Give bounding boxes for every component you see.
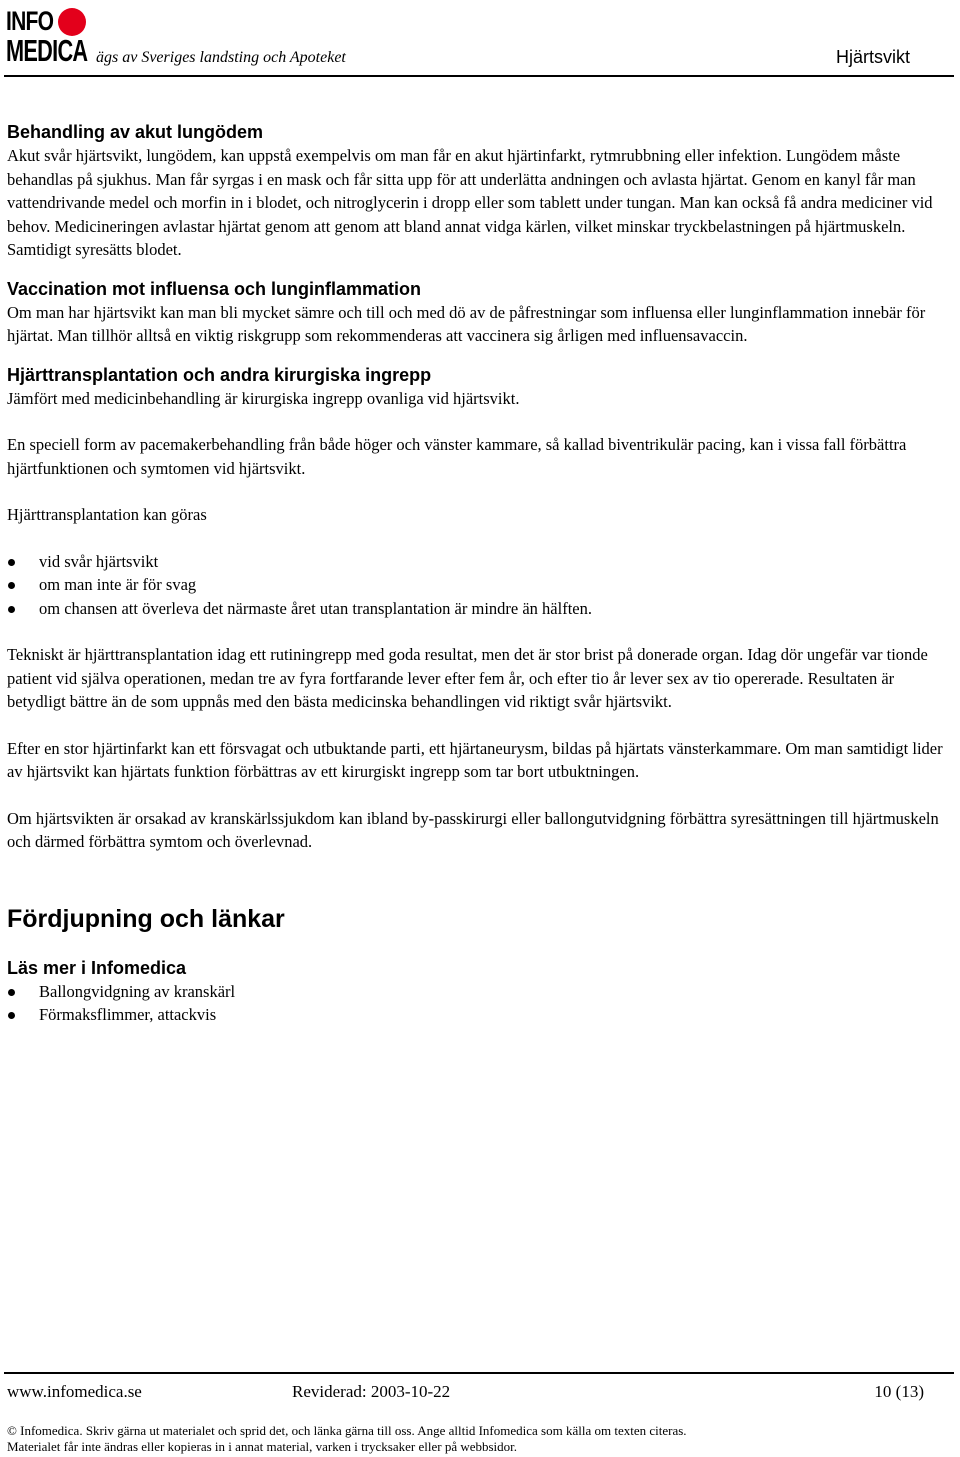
read-more-links: [7, 980, 947, 1027]
logo-medica-text: MEDICA: [6, 33, 88, 68]
footer-website-link[interactable]: www.infomedica.se: [7, 1382, 142, 1401]
paragraph-pacemaker: En speciell form av pacemakerbehandling från både höger och vänster kammare, så kallad biventrikulär pacing, kan i vissa fall förbättra hjärtfunktionen och symtomen vid hjärtsvikt.: [7, 435, 907, 478]
transplant-criteria-list: [7, 550, 947, 621]
bullet-icon: [8, 606, 15, 613]
list-item-text: vid svår hjärtsvikt: [39, 551, 159, 571]
paragraph-transplant-results: Tekniskt är hjärttransplantation idag ett rutiningrepp med goda resultat, men det är stor brist på donerade organ. Idag dör ungefär var tionde patient vid själva operationen, medan tre av fyra fortfarande lever efter fem år, och efter tio år lever sex av tio opererade. Resultaten är betydligt bättre än de som uppnås med den bästa medicinska behandlingen vid riktigt svår hjärtsvikt.: [7, 645, 928, 711]
list-item: [7, 573, 947, 597]
paragraph-aneurysm: Efter en stor hjärtinfarkt kan ett försvagat och utbuktande parti, ett hjärtaneurysm, bildas på hjärtats vänsterkammare. Om man samtidigt lider av hjärtsvikt kan hjärtats funktion förbättras av ett kirurgiskt ingrepp som tar bort utbuktningen.: [7, 738, 943, 781]
further-reading-heading: Fördjupning och länkar: [7, 904, 285, 933]
section-heading-acute-edema: Behandling av akut lungödem: [7, 122, 264, 142]
paragraph-acute-edema: Akut svår hjärtsvikt, lungödem, kan uppstå exempelvis om man får en akut hjärtinfarkt, rytmrubbning eller infektion. Lungödem måste behandlas på sjukhus. Man får syrgas i en mask och får sitta upp för att underlätta andningen och avlasta hjärtat. Genom en kanyl får man vattendrivande medel och morfin in i blodet, och nitroglycerin i dropp eller som tablett under tungan. Man kan också få andra mediciner vid behov. Medicineringen avlastar hjärtat genom att genom att bland annat vidga kärlen, vilket minskar tryckbelastningen på hjärtmuskeln. Samtidigt syresätts blodet.: [7, 146, 933, 259]
link-balloon-dilation[interactable]: Ballongvidgning av kranskärl: [39, 981, 236, 1001]
list-item[interactable]: [7, 980, 947, 1004]
paragraph-vaccination: Om man har hjärtsvikt kan man bli mycket sämre och till och med dö av de påfrestningar som influensa eller lunginflammation innebär för hjärtat. Man tillhör alltså en viktig riskgrupp som rekommenderas att vaccinera sig årligen med influensavaccin.: [7, 302, 926, 345]
page-header: [0, 0, 960, 80]
header-divider: [4, 75, 954, 77]
list-item-text: om chansen att överleva det närmaste året utan transplantation är mindre än hälften.: [39, 598, 592, 618]
link-atrial-fibrillation[interactable]: Förmaksflimmer, attackvis: [39, 1005, 217, 1024]
paragraph-surgery-rare: Jämfört med medicinbehandling är kirurgiska ingrepp ovanliga vid hjärtsvikt.: [7, 388, 520, 408]
logo-info-text: INFO: [6, 6, 54, 36]
page-number: 10 (13): [874, 1382, 924, 1401]
bullet-icon: [8, 559, 15, 566]
list-item-text: om man inte är för svag: [39, 575, 197, 594]
read-more-heading: Läs mer i Infomedica: [7, 957, 187, 978]
footer-revised-date: Reviderad: 2003-10-22: [292, 1382, 451, 1401]
header-title: Hjärtsvikt: [835, 47, 910, 67]
paragraph-bypass: Om hjärtsvikten är orsakad av kranskärlssjukdom kan ibland by-passkirurgi eller ballongutvidgning förbättra syresättningen till hjärtmuskeln och därmed förbättra symtom och överlevnad.: [7, 808, 939, 851]
copyright-line-2: Materialet får inte ändras eller kopieras in i annat material, varken i trycksaker eller på webbsidor.: [7, 1439, 518, 1454]
list-item: [7, 550, 947, 574]
header-tagline: ägs av Sveriges landsting och Apoteket: [96, 49, 346, 66]
paragraph-transplant-intro: Hjärttransplantation kan göras: [7, 505, 207, 524]
infomedica-logo: [6, 6, 88, 68]
main-content: [7, 120, 947, 1027]
footer-copyright: [7, 1423, 687, 1455]
footer-divider: [4, 1372, 954, 1374]
bullet-icon: [8, 989, 15, 996]
section-heading-vaccination: Vaccination mot influensa och lunginflammation: [7, 278, 422, 299]
bullet-icon: [8, 1012, 15, 1019]
logo-red-dot-icon: [58, 8, 86, 36]
list-item[interactable]: [7, 1003, 947, 1027]
bullet-icon: [8, 582, 15, 589]
list-item: [7, 597, 947, 621]
section-heading-transplant: Hjärttransplantation och andra kirurgiska ingrepp: [7, 364, 432, 385]
copyright-line-1: © Infomedica. Skriv gärna ut materialet och sprid det, och länka gärna till oss. Ange alltid Infomedica som källa om texten citeras.: [7, 1423, 687, 1438]
